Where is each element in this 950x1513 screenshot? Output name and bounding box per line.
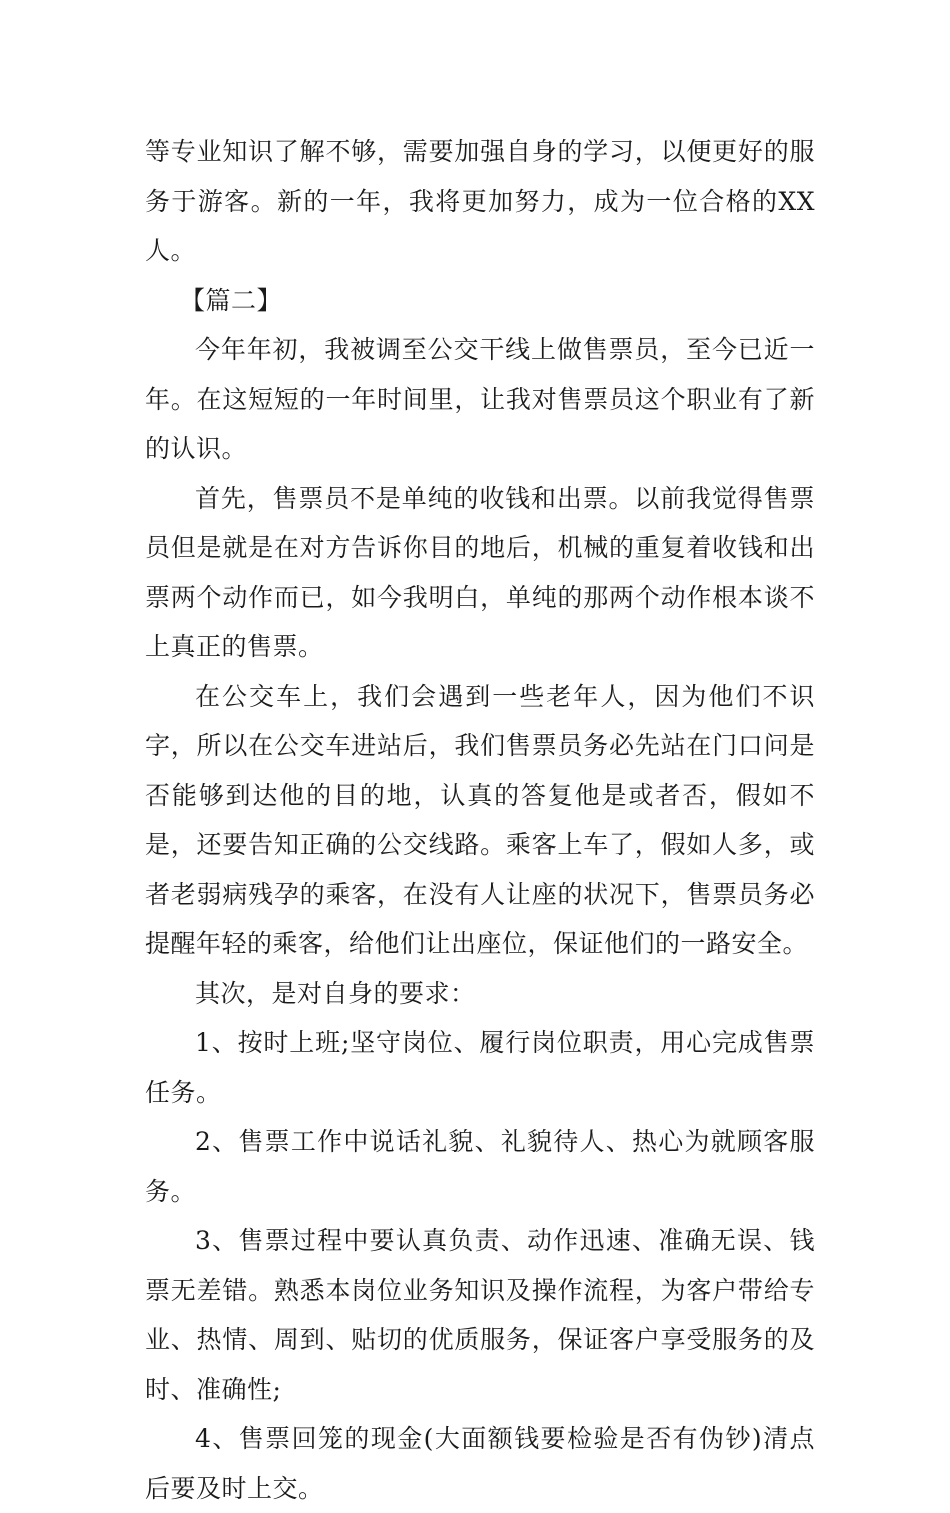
paragraph: 在公交车上，我们会遇到一些老年人，因为他们不识字，所以在公交车进站后，我们售票员务必先站在门口问是否能够到达他的目的地，认真的答复他是或者否，假如不是，还要告知正确的公交线路。乘客上车了，假如人多，或者老弱病残孕的乘客，在没有人让座的状况下，售票员务必提醒年轻的乘客，给他们让出座位，保证他们的一路安全。 xyxy=(145,681,815,958)
section-heading: 【篇二】 xyxy=(180,285,283,315)
paragraph-continuation: 等专业知识了解不够，需要加强自身的学习，以便更好的服务于游客。新的一年，我将更加努力，成为一位合格的XX人。 xyxy=(145,137,815,265)
list-item: 1、按时上班;坚守岗位、履行岗位职责，用心完成售票任务。 xyxy=(145,1028,815,1107)
list-item: 3、售票过程中要认真负责、动作迅速、准确无误、钱票无差错。熟悉本岗位业务知识及操作流程，为客户带给专业、热情、周到、贴切的优质服务，保证客户享受服务的及时、准确性; xyxy=(145,1226,815,1404)
paragraph: 今年年初，我被调至公交干线上做售票员，至今已近一年。在这短短的一年时间里，让我对售票员这个职业有了新的认识。 xyxy=(145,335,815,463)
list-item: 2、售票工作中说话礼貌、礼貌待人、热心为就顾客服务。 xyxy=(145,1127,815,1206)
document-body xyxy=(145,127,815,1513)
paragraph: 首先，售票员不是单纯的收钱和出票。以前我觉得售票员但是就是在对方告诉你目的地后，机械的重复着收钱和出票两个动作而已，如今我明白，单纯的那两个动作根本谈不上真正的售票。 xyxy=(145,483,815,661)
list-item: 4、售票回笼的现金(大面额钱要检验是否有伪钞)清点后要及时上交。 xyxy=(145,1424,815,1503)
paragraph: 其次，是对自身的要求： xyxy=(195,978,476,1008)
